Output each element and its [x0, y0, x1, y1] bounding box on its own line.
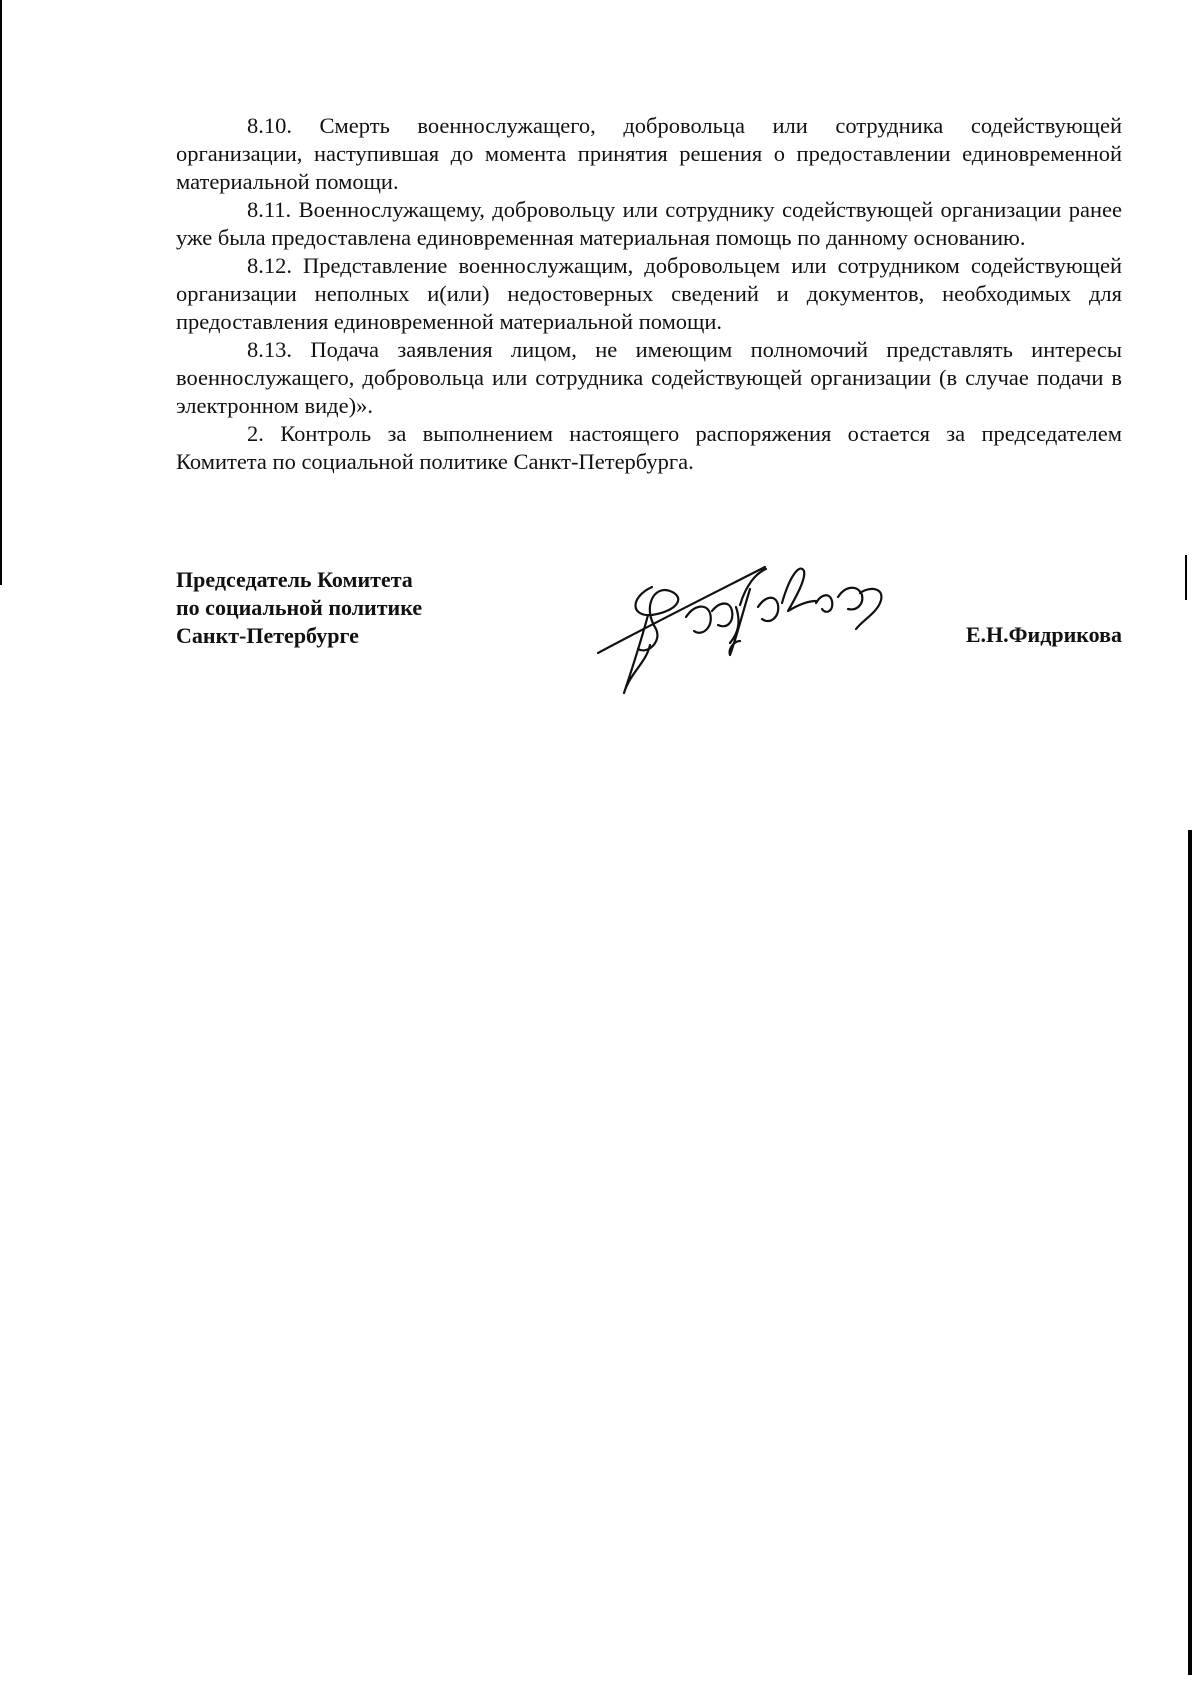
paragraph-8-12: 8.12. Представление военнослужащим, добровольцем или сотрудником содействующей организации неполных и(или) недостоверных сведений и документов, необходимых для предоставления единовременной материальной помощи. [176, 253, 1122, 334]
paragraph-8-13: 8.13. Подача заявления лицом, не имеющим полномочий представлять интересы военнослужащего, добровольца или сотрудника содействующей организации (в случае подачи в электронном виде)». [176, 337, 1122, 418]
handwritten-signature [590, 545, 910, 705]
scan-edge-mark-left [0, 0, 2, 585]
scan-edge-mark-right-top [1185, 555, 1187, 600]
scan-edge-mark-right-bottom [1188, 830, 1192, 1675]
signatory-title-line-3: Санкт-Петербурге [176, 623, 359, 648]
paragraph-2: 2. Контроль за выполнением настоящего распоряжения остается за председателем Комитета по социальной политике Санкт-Петербурга. [176, 421, 1122, 474]
paragraph-8-10: 8.10. Смерть военнослужащего, добровольца или сотрудника содействующей организации, наступившая до момента принятия решения о предоставлении единовременной материальной помощи. [176, 113, 1122, 194]
document-body [176, 112, 1122, 476]
paragraph-8-11: 8.11. Военнослужащему, добровольцу или сотруднику содействующей организации ранее уже была предоставлена единовременная материальная помощь по данному основанию. [176, 197, 1122, 250]
signatory-title-line-2: по социальной политике [176, 595, 423, 620]
signatory-title [176, 566, 422, 650]
signatory-name: Е.Н.Фидрикова [965, 622, 1122, 647]
signatory-title-line-1: Председатель Комитета [176, 567, 413, 592]
